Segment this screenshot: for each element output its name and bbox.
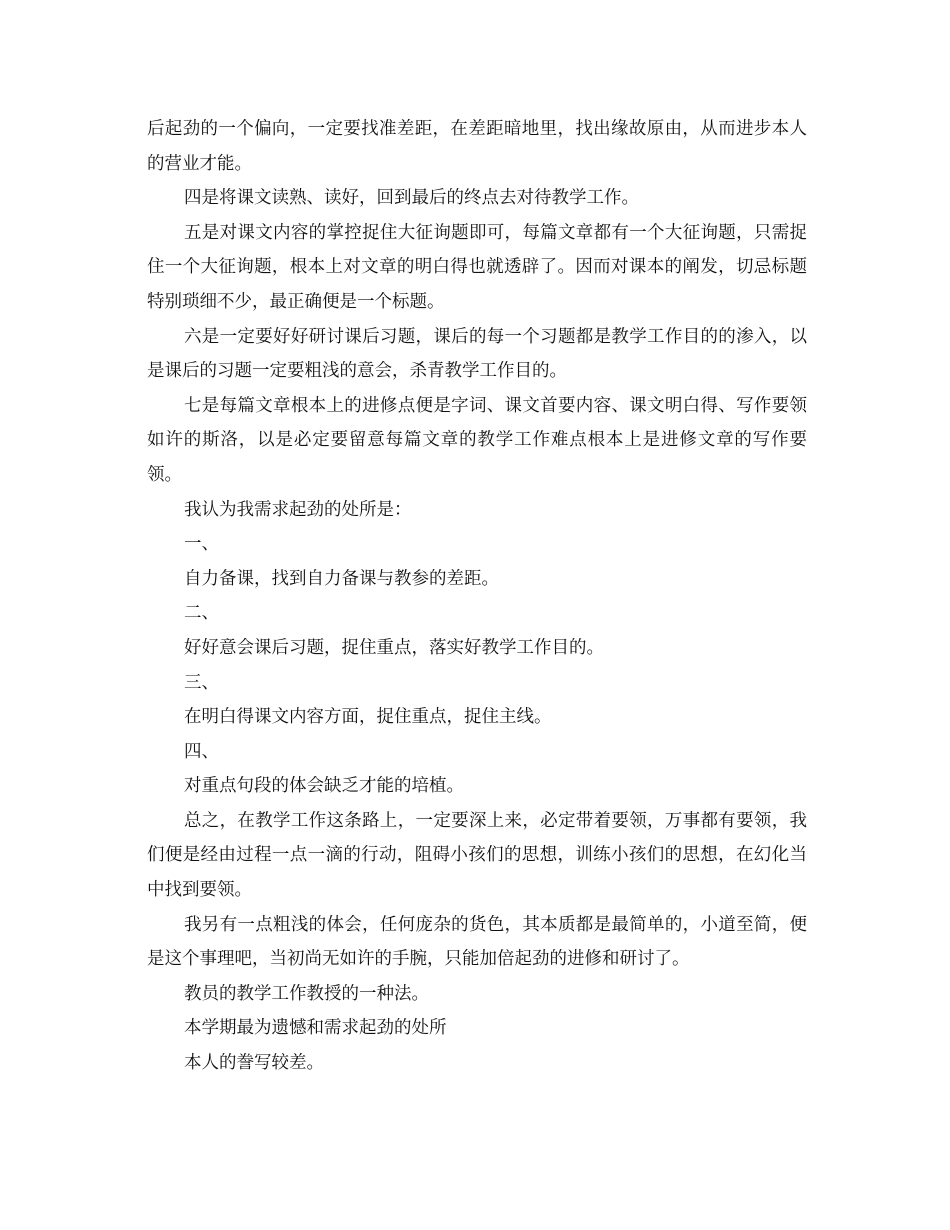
paragraph: 后起劲的一个偏向，一定要找准差距，在差距暗地里，找出缘故原由，从而进步本人的营业才能。	[147, 119, 807, 174]
paragraph: 本人的誊写较差。	[184, 1053, 324, 1074]
paragraph: 我认为我需求起劲的处所是：	[184, 499, 412, 520]
paragraph: 六是一定要好好研讨课后习题，课后的每一个习题都是教学工作目的的渗入，以是课后的习题一定要粗浅的意会，杀青教学工作目的。	[147, 326, 807, 382]
list-marker: 四、	[184, 741, 219, 762]
document-body	[147, 112, 807, 1081]
paragraph: 四是将课文读熟、读好，回到最后的终点去对待教学工作。	[184, 188, 639, 209]
paragraph: 总之，在教学工作这条路上，一定要深上来，必定带着要领，万事都有要领，我们便是经由过程一点一滴的行动，阻碍小孩们的思想，训练小孩们的思想，在幻化当中找到要领。	[147, 810, 807, 901]
paragraph: 本学期最为遗憾和需求起劲的处所	[184, 1018, 447, 1039]
paragraph: 自力备课，找到自力备课与教参的差距。	[184, 568, 499, 589]
list-marker: 三、	[184, 672, 219, 693]
paragraph: 教员的教学工作教授的一种法。	[184, 983, 429, 1004]
paragraph: 五是对课文内容的掌控捉住大征询题即可，每篇文章都有一个大征询题，只需捉住一个大征询题，根本上对文章的明白得也就透辟了。因而对课本的阐发，切忌标题特别琐细不少，最正确便是一个标题。	[147, 222, 807, 312]
paragraph: 在明白得课文内容方面，捉住重点，捉住主线。	[184, 707, 552, 728]
paragraph: 对重点句段的体会缺乏才能的培植。	[184, 776, 464, 797]
paragraph: 七是每篇文章根本上的进修点便是字词、课文首要内容、课文明白得、写作要领如许的斯洛，以是必定要留意每篇文章的教学工作难点根本上是进修文章的写作要领。	[147, 395, 807, 485]
paragraph: 好好意会课后习题，捉住重点，落实好教学工作目的。	[184, 637, 604, 658]
paragraph: 我另有一点粗浅的体会，任何庞杂的货色，其本质都是最简单的，小道至简，便是这个事理吧，当初尚无如许的手腕，只能加倍起劲的进修和研讨了。	[147, 914, 807, 970]
list-marker: 一、	[184, 534, 219, 555]
list-marker: 二、	[184, 603, 219, 624]
